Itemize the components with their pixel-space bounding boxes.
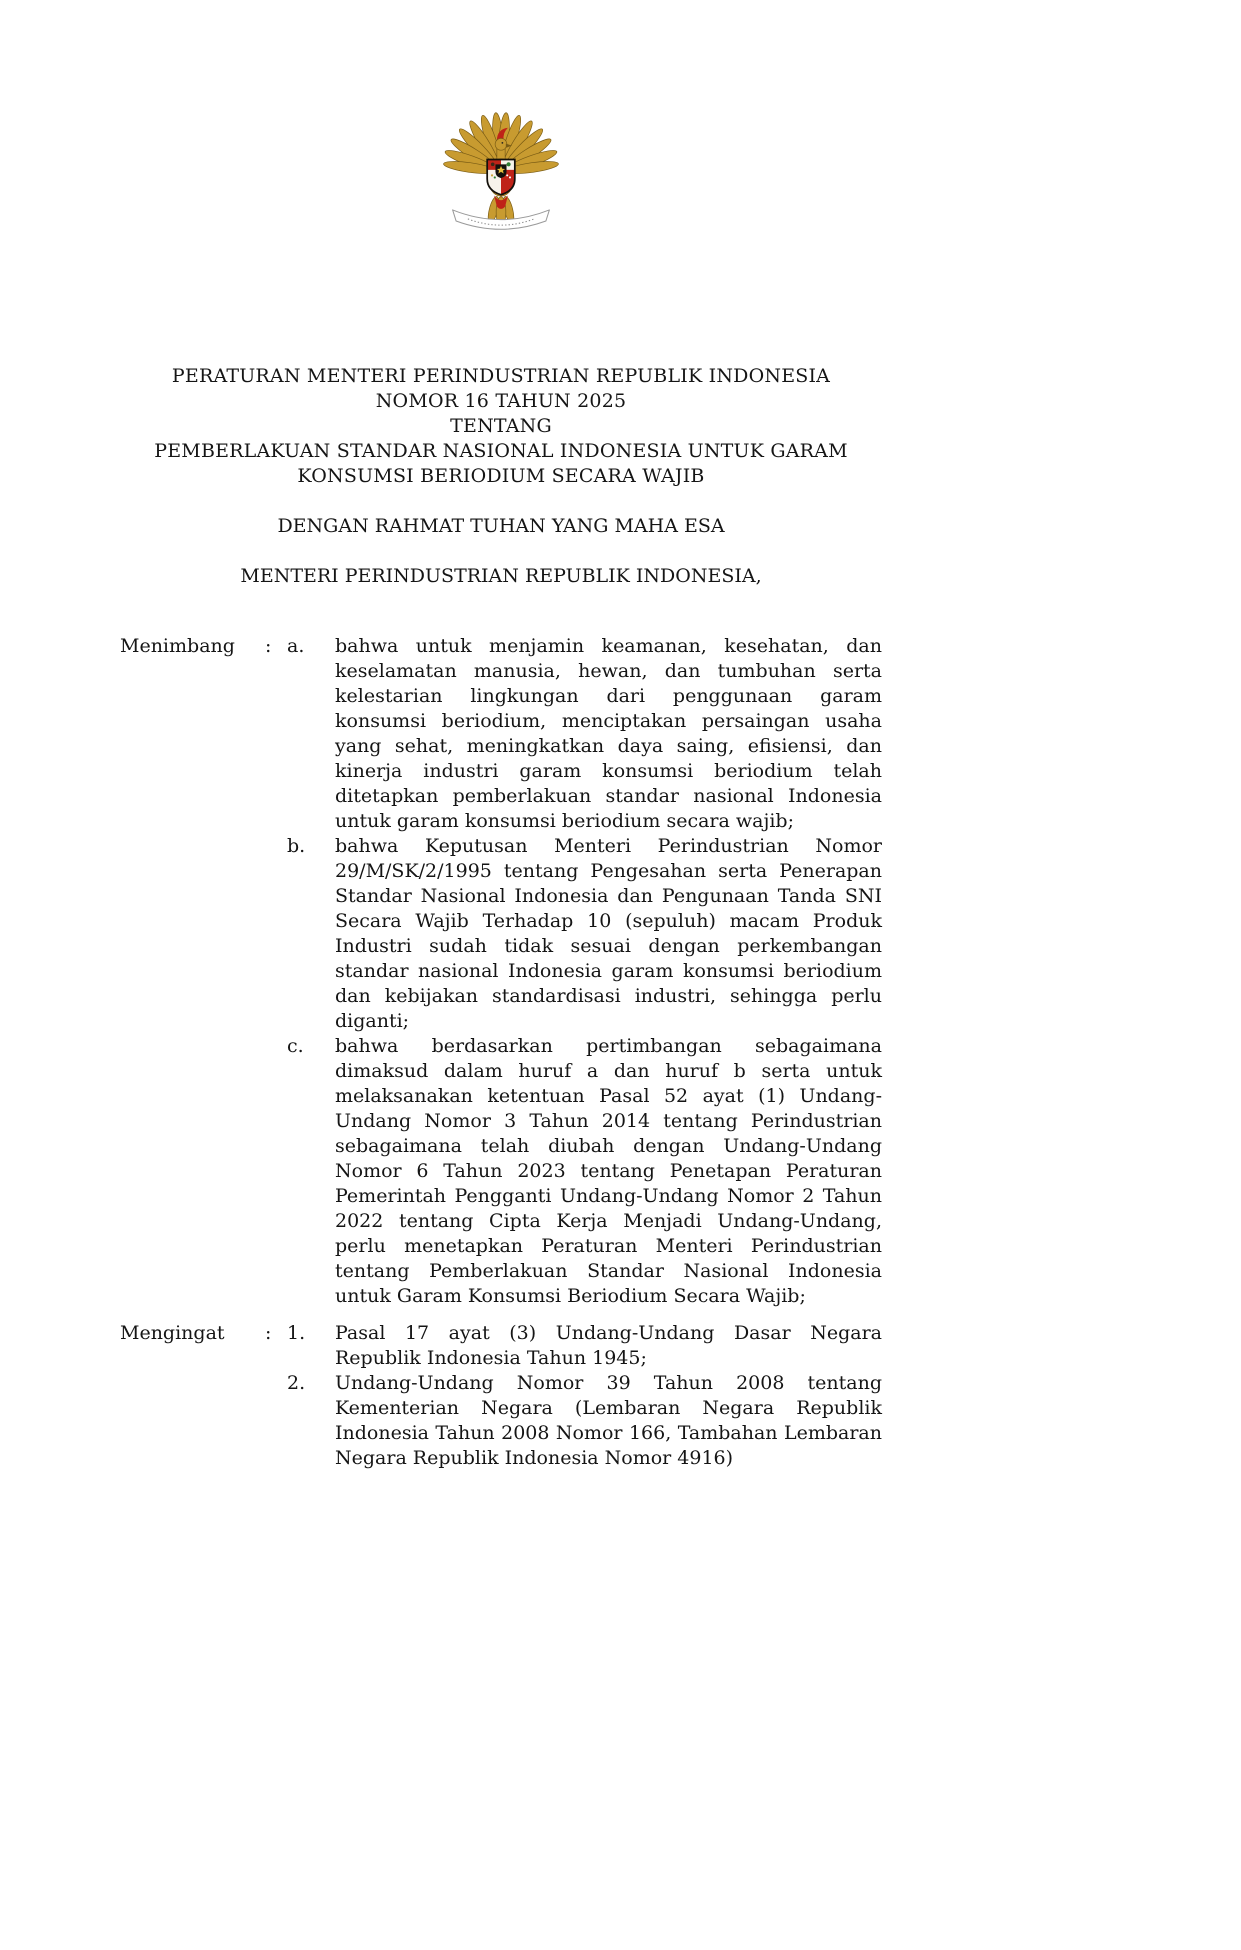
emblem-container — [120, 108, 882, 240]
title-line-4: PEMBERLAKUAN STANDAR NASIONAL INDONESIA UNTUK GARAM — [154, 440, 848, 462]
item-text: bahwa berdasarkan pertimbangan sebagaimana dimaksud dalam huruf a dan huruf b serta untuk melaksanakan ketentuan Pasal 52 ayat (1) Undang-Undang Nomor 3 Tahun 2014 tentang Perindustrian sebagaimana telah diubah dengan Undang-Undang Nomor 6 Tahun 2023 tentang Penetapan Peraturan Pemerintah Pengganti Undang-Undang Nomor 2 Tahun 2022 tentang Cipta Kerja Menjadi Undang-Undang, perlu menetapkan Peraturan Menteri Perindustrian tentang Pemberlakuan Standar Nasional Indonesia untuk Garam Konsumsi Beriodium Secara Wajib; — [335, 1035, 882, 1307]
item-marker: 1. — [287, 1322, 306, 1344]
mengingat-section — [120, 1321, 882, 1471]
eye — [501, 142, 503, 144]
pancasila-shield — [487, 159, 515, 197]
item-text: Pasal 17 ayat (3) Undang-Undang Dasar Negara Republik Indonesia Tahun 1945; — [335, 1322, 882, 1369]
title-line-5: KONSUMSI BERIODIUM SECARA WAJIB — [297, 465, 705, 487]
title-line-1: PERATURAN MENTERI PERINDUSTRIAN REPUBLIK INDONESIA — [171, 365, 831, 387]
title-line-2: NOMOR 16 TAHUN 2025 — [375, 390, 627, 412]
item-text: bahwa untuk menjamin keamanan, kesehatan, dan keselamatan manusia, hewan, dan tumbuhan serta kelestarian lingkungan dari penggunaan garam konsumsi beriodium, menciptakan persaingan usaha yang sehat, meningkatkan daya saing, efisiensi, dan kinerja industri garam konsumsi beriodium telah ditetapkan pemberlakuan standar nasional Indonesia untuk garam konsumsi beriodium secara wajib; — [335, 635, 882, 832]
menimbang-label: Menimbang — [120, 635, 235, 657]
item-marker: 2. — [287, 1372, 306, 1394]
item-text: Undang-Undang Nomor 39 Tahun 2008 tentang Kementerian Negara (Lembaran Negara Republik Indonesia Tahun 2008 Nomor 166, Tambahan Lembaran Negara Republik Indonesia Nomor 4916) — [335, 1372, 882, 1469]
menimbang-item-b — [120, 834, 882, 1034]
menimbang-colon: : — [265, 635, 272, 657]
mengingat-item-2 — [120, 1371, 882, 1471]
invocation-line: DENGAN RAHMAT TUHAN YANG MAHA ESA — [277, 515, 725, 537]
title-block — [120, 364, 882, 489]
head — [495, 138, 507, 150]
document-content — [120, 0, 882, 1471]
mengingat-label: Mengingat — [120, 1322, 225, 1344]
menimbang-item-c — [120, 1034, 882, 1309]
title-line-3: TENTANG — [450, 415, 552, 437]
menimbang-section — [120, 634, 882, 1309]
item-marker: a. — [287, 635, 305, 657]
mengingat-item-1 — [120, 1321, 882, 1371]
menimbang-item-a — [120, 634, 882, 834]
official-line: MENTERI PERINDUSTRIAN REPUBLIK INDONESIA, — [240, 565, 762, 587]
mengingat-colon: : — [265, 1322, 272, 1344]
item-marker: c. — [287, 1035, 304, 1057]
item-marker: b. — [287, 835, 306, 857]
garuda-pancasila-emblem — [425, 108, 577, 240]
item-text: bahwa Keputusan Menteri Perindustrian Nomor 29/M/SK/2/1995 tentang Pengesahan serta Penerapan Standar Nasional Indonesia dan Pengunaan Tanda SNI Secara Wajib Terhadap 10 (sepuluh) macam Produk Industri sudah tidak sesuai dengan perkembangan standar nasional Indonesia garam konsumsi beriodium dan kebijakan standardisasi industri, sehingga perlu diganti; — [335, 835, 882, 1032]
